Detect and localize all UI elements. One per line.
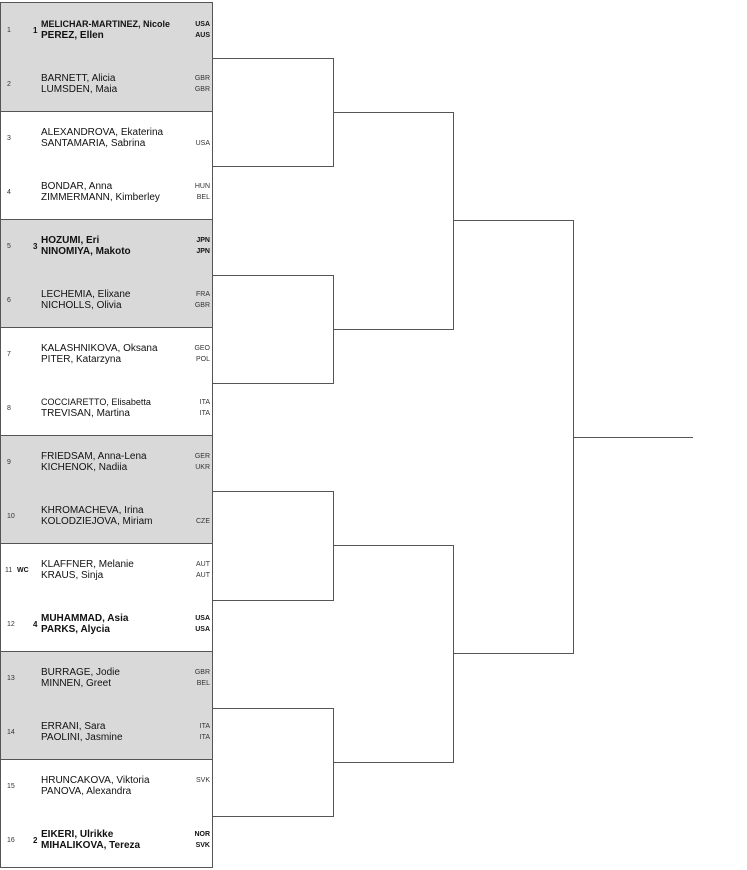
team-countries (196, 235, 210, 257)
draw-line (1, 705, 212, 759)
country-code: SVK (195, 777, 210, 784)
country-code: BEL (196, 680, 210, 687)
bracket-line (453, 545, 454, 763)
team-countries (196, 775, 210, 797)
country-code: AUT (196, 572, 210, 579)
country-code: POL (195, 356, 210, 363)
draw-line (1, 3, 212, 57)
country-code: USA (195, 615, 210, 622)
bracket-line (453, 653, 573, 654)
player-name: FRIEDSAM, Anna-Lena (41, 451, 147, 462)
draw-line (1, 327, 212, 381)
team-names (41, 775, 150, 797)
player-name: PARKS, Alycia (41, 624, 110, 635)
draw-line (1, 435, 212, 489)
draw-position-number: 6 (7, 297, 11, 304)
team-names (41, 235, 131, 257)
draw-position-number: 13 (7, 675, 15, 682)
team-countries (195, 19, 210, 41)
country-code: GBR (194, 75, 210, 82)
player-name: LECHEMIA, Elixane (41, 289, 131, 300)
country-code: JPN (196, 237, 210, 244)
team-names (41, 289, 130, 311)
team-countries (195, 667, 210, 689)
team-countries (195, 289, 210, 311)
seed-number: 3 (33, 242, 38, 251)
bracket-line (333, 545, 453, 546)
bracket-line (212, 58, 333, 59)
country-code: AUT (196, 561, 210, 568)
country-code: GBR (194, 302, 210, 309)
team-countries (195, 181, 210, 203)
player-name: EIKERI, Ulrikke (41, 829, 114, 840)
team-countries (200, 397, 210, 419)
draw-line (1, 381, 212, 435)
country-code: FRA (196, 291, 210, 298)
team-countries (196, 559, 210, 581)
country-code (196, 505, 210, 516)
draw-line (1, 651, 212, 705)
bracket-line (333, 762, 453, 763)
player-name: PANOVA, Alexandra (41, 786, 132, 797)
country-code: CZE (196, 518, 210, 525)
draw-position-number: 11 (5, 567, 13, 574)
player-name: KOLODZIEJOVA, Miriam (41, 516, 153, 527)
country-code: AUS (195, 32, 210, 39)
player-name: PAOLINI, Jasmine (41, 732, 123, 743)
player-name: BARNETT, Alicia (41, 73, 116, 84)
team-countries (196, 127, 210, 149)
bracket-line (212, 275, 333, 276)
team-names (41, 559, 134, 581)
bracket-line (212, 166, 333, 167)
player-name: PITER, Katarzyna (41, 354, 122, 365)
draw-position-number: 9 (7, 459, 11, 466)
country-code: USA (195, 21, 210, 28)
country-code: NOR (194, 831, 210, 838)
team-countries (200, 721, 210, 743)
draw-line (1, 57, 212, 111)
draw-position-number: 2 (7, 81, 11, 88)
team-countries (195, 451, 210, 473)
country-code: GEO (194, 345, 210, 352)
country-code (196, 127, 210, 138)
player-name: MELICHAR-MARTINEZ, Nicole (41, 19, 170, 29)
player-name: COCCIARETTO, Elisabetta (41, 397, 151, 407)
bracket-line (453, 220, 573, 221)
country-code: ITA (199, 723, 210, 730)
bracket-line (333, 329, 453, 330)
bracket-line (212, 708, 333, 709)
country-code (196, 786, 210, 797)
draw-position-number: 12 (7, 621, 15, 628)
player-name: NICHOLLS, Olivia (41, 300, 122, 311)
draw-line (1, 489, 212, 543)
country-code: ITA (199, 399, 210, 406)
player-name: KICHENOK, Nadiia (41, 462, 128, 473)
draw-line (1, 273, 212, 327)
team-countries (194, 829, 210, 851)
bracket-line (212, 491, 333, 492)
draw-position-number: 8 (7, 405, 11, 412)
team-names (41, 451, 147, 473)
champion-line (573, 437, 693, 438)
country-code: USA (195, 626, 210, 633)
draw-position-number: 3 (7, 135, 11, 142)
draw-line (1, 597, 212, 651)
draw-line (1, 543, 212, 597)
player-name: SANTAMARIA, Sabrina (41, 138, 146, 149)
bracket-line (333, 112, 453, 113)
team-names (41, 73, 117, 95)
bracket-line (453, 112, 454, 330)
draw-line (1, 219, 212, 273)
team-names (41, 829, 140, 851)
player-name: KLAFFNER, Melanie (41, 559, 134, 570)
player-name: KHROMACHEVA, Irina (41, 505, 144, 516)
seed-number: 2 (33, 836, 38, 845)
team-names (41, 19, 170, 41)
bracket-line (333, 491, 334, 601)
bracket-line (212, 383, 333, 384)
country-code: ITA (199, 410, 210, 417)
draw-position-number: 7 (7, 351, 11, 358)
country-code: JPN (196, 248, 210, 255)
draw-line (1, 759, 212, 813)
country-code: HUN (194, 183, 210, 190)
team-names (41, 127, 163, 149)
draw-position-number: 4 (7, 189, 11, 196)
team-names (41, 613, 128, 635)
country-code: GBR (194, 86, 210, 93)
team-names (41, 721, 123, 743)
team-names (41, 397, 151, 419)
entry-status-badge: WC (17, 567, 29, 574)
country-code: SVK (195, 842, 210, 849)
player-name: MUHAMMAD, Asia (41, 613, 129, 624)
seed-number: 1 (33, 26, 38, 35)
player-name: ALEXANDROVA, Ekaterina (41, 127, 164, 138)
player-name: KALASHNIKOVA, Oksana (41, 343, 158, 354)
country-code: BEL (196, 194, 210, 201)
draw-sheet (0, 2, 213, 868)
draw-position-number: 10 (7, 513, 15, 520)
player-name: BONDAR, Anna (41, 181, 113, 192)
player-name: KRAUS, Sinja (41, 570, 104, 581)
team-countries (194, 343, 210, 365)
player-name: ERRANI, Sara (41, 721, 106, 732)
team-names (41, 667, 120, 689)
team-names (41, 505, 153, 527)
player-name: LUMSDEN, Maia (41, 84, 118, 95)
player-name: HRUNCAKOVA, Viktoria (41, 775, 150, 786)
draw-position-number: 15 (7, 783, 15, 790)
player-name: ZIMMERMANN, Kimberley (41, 192, 160, 203)
seed-number: 4 (33, 620, 38, 629)
player-name: PEREZ, Ellen (41, 30, 104, 41)
player-name: TREVISAN, Martina (41, 408, 130, 419)
bracket-line (212, 600, 333, 601)
player-name: MINNEN, Greet (41, 678, 112, 689)
draw-position-number: 5 (7, 243, 11, 250)
player-name: HOZUMI, Eri (41, 235, 100, 246)
player-name: MIHALIKOVA, Tereza (41, 840, 141, 851)
draw-line (1, 165, 212, 219)
team-countries (195, 73, 210, 95)
team-countries (196, 505, 210, 527)
country-code: GBR (194, 669, 210, 676)
team-names (41, 181, 160, 203)
country-code: USA (195, 140, 210, 147)
country-code: UKR (195, 464, 210, 471)
draw-line (1, 813, 212, 867)
draw-position-number: 16 (7, 837, 15, 844)
player-name: BURRAGE, Jodie (41, 667, 120, 678)
bracket-line (212, 816, 333, 817)
player-name: NINOMIYA, Makoto (41, 246, 131, 257)
team-names (41, 343, 158, 365)
country-code: ITA (199, 734, 210, 741)
country-code: GER (194, 453, 210, 460)
draw-line (1, 111, 212, 165)
draw-position-number: 14 (7, 729, 15, 736)
draw-position-number: 1 (7, 27, 11, 34)
team-countries (195, 613, 210, 635)
